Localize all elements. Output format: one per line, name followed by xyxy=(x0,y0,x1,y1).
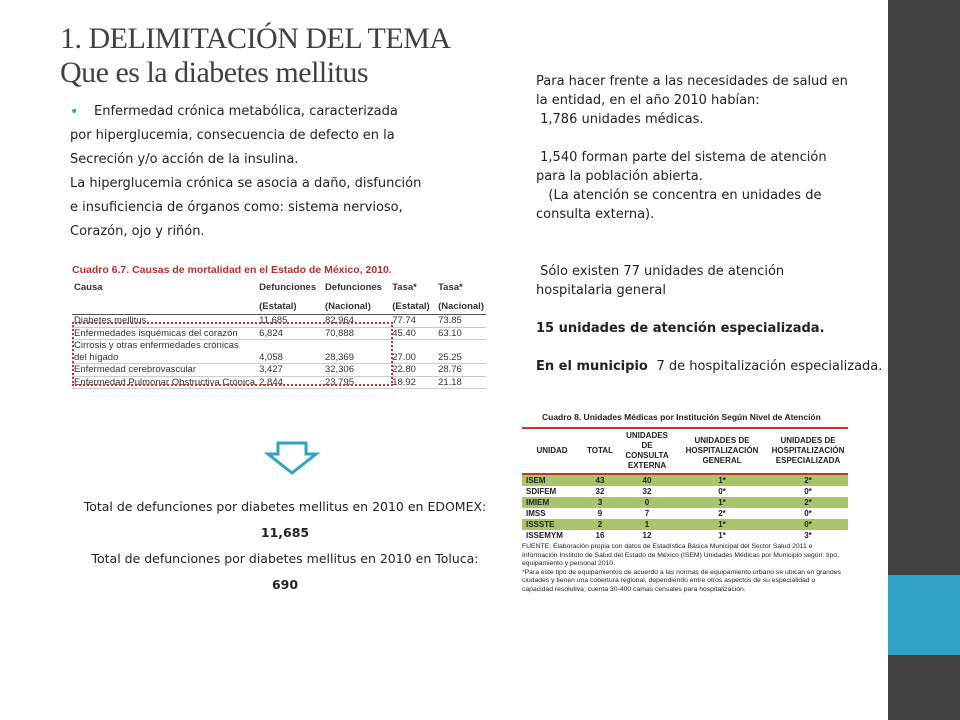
column-header: UNIDAD xyxy=(522,428,582,474)
column-header: Tasa* xyxy=(438,282,463,293)
cell-value: 43 xyxy=(582,474,618,486)
table-title: Cuadro 8. Unidades Médicas por Institución Según Nivel de Atención xyxy=(542,412,821,422)
paragraph: Sólo existen 77 unidades de atención hospitalaria general xyxy=(536,264,789,298)
title-line-2: Que es la diabetes mellitus xyxy=(60,56,369,89)
table-row xyxy=(522,519,848,530)
cell-value: 0* xyxy=(768,508,848,519)
slide-title xyxy=(60,22,520,90)
cell-unit: ISSSTE xyxy=(522,519,582,530)
totals-block xyxy=(60,494,510,598)
cell-value: 82,964 xyxy=(323,315,390,328)
table-row xyxy=(522,486,848,497)
column-header: Defunciones xyxy=(324,282,382,293)
table-title: Cuadro 6.7. Causas de mortalidad en el Estado de México, 2010. xyxy=(72,264,392,276)
definition-line: Secreción y/o acción de la insulina. xyxy=(70,152,299,167)
cell-value: 2 xyxy=(582,519,618,530)
paragraph: (La atención se concentra en unidades de consulta externa). xyxy=(536,188,826,222)
table-row xyxy=(72,364,486,377)
cell-value: 7 xyxy=(618,508,676,519)
cell-cause: Cirrosis y otras enfermedades crónicas xyxy=(74,340,239,352)
cell-cause: Enfermedades isquémicas del corazón xyxy=(72,327,257,340)
edomex-total-label: Total de defunciones por diabetes mellitus en 2010 en EDOMEX: xyxy=(83,499,487,514)
cell-value: 70,888 xyxy=(323,327,390,340)
cell-cause: Enfermedad cerebrovascular xyxy=(72,364,257,377)
cell-value: 0* xyxy=(768,519,848,530)
table-row xyxy=(522,530,848,541)
cell-value: 1* xyxy=(676,519,768,530)
column-header: Tasa* xyxy=(392,282,417,293)
cell-value: 32,306 xyxy=(323,364,390,377)
column-header: UNIDADES DE HOSPITALIZACIÓN GENERAL xyxy=(676,428,768,474)
bullet-icon: • xyxy=(70,104,79,120)
table-row xyxy=(522,474,848,486)
column-header: TOTAL xyxy=(582,428,618,474)
table-row xyxy=(72,376,486,389)
cell-value: 2* xyxy=(768,474,848,486)
cell-cause: del hígado xyxy=(72,352,257,364)
definition-line: e insuficiencia de órganos como: sistema nervioso, xyxy=(70,200,403,215)
table-row xyxy=(72,327,486,340)
cell-value: 0* xyxy=(676,486,768,497)
cell-value: 77.74 xyxy=(390,315,436,328)
column-subheader: (Nacional) xyxy=(436,298,486,315)
cell-value xyxy=(257,340,323,352)
cell-value: 32 xyxy=(582,486,618,497)
cell-cause: Enfermedad Pulmonar Obstructiva Crónica xyxy=(74,376,256,388)
medical-units-grid xyxy=(522,427,848,541)
definition-line: Corazón, ojo y riñón. xyxy=(70,224,205,239)
cell-value: 22.80 xyxy=(390,364,436,377)
health-units-text xyxy=(536,72,883,376)
cell-value: 4,058 xyxy=(257,352,323,364)
cell-value: 27.00 xyxy=(390,352,436,364)
cell-value: 1* xyxy=(676,530,768,541)
cell-value: 25.25 xyxy=(436,352,486,364)
mortality-table xyxy=(72,264,486,389)
cell-value: 12 xyxy=(618,530,676,541)
table-row xyxy=(72,315,486,328)
cell-value: 21.18 xyxy=(436,376,486,389)
column-header: Defunciones xyxy=(259,282,317,293)
table-row xyxy=(72,352,486,364)
definition-text xyxy=(70,100,490,244)
paragraph-bold: 15 unidades de atención especializada. xyxy=(536,321,825,336)
cell-value: 1* xyxy=(676,474,768,486)
column-subheader: (Estatal) xyxy=(390,298,436,315)
table-row xyxy=(522,497,848,508)
bullet-item xyxy=(70,100,490,124)
definition-line: por hiperglucemia, consecuencia de defecto en la xyxy=(70,128,395,143)
cell-value: 40 xyxy=(618,474,676,486)
toluca-total-value: 690 xyxy=(271,577,299,592)
paragraph: Para hacer frente a las necesidades de salud en la entidad, en el año 2010 habían: xyxy=(536,74,848,108)
edomex-total-value: 11,685 xyxy=(260,525,310,540)
paragraph-bold: En el municipio xyxy=(536,359,653,374)
cell-value: 16 xyxy=(582,530,618,541)
down-arrow-icon xyxy=(264,440,320,476)
cell-unit: ISEM xyxy=(522,474,582,486)
paragraph: 1,786 unidades médicas. xyxy=(536,112,704,127)
cell-value: 23,795 xyxy=(323,376,390,389)
column-subheader: (Estatal) xyxy=(257,298,323,315)
medical-units-table xyxy=(522,412,852,594)
column-header: UNIDADES DE CONSULTA EXTERNA xyxy=(618,428,676,474)
cell-value: 1* xyxy=(676,497,768,508)
cell-value: 63.10 xyxy=(436,327,486,340)
cell-cause: Diabetes mellitus xyxy=(72,315,257,328)
side-bar-accent xyxy=(888,575,960,655)
bullet-text: Enfermedad crónica metabólica, caracterizada xyxy=(94,104,398,119)
cell-value xyxy=(436,340,486,352)
cell-value xyxy=(323,340,390,352)
paragraph: 1,540 forman parte del sistema de atención para la población abierta. xyxy=(536,150,831,184)
paragraph-municipio xyxy=(536,357,883,376)
cell-value: 11,685 xyxy=(257,315,323,328)
cell-unit: IMIEM xyxy=(522,497,582,508)
footnote-note: *Para este tipo de equipamientos de acuerdo a las normas de equipamiento urbano se ubican en grandes ciudades y tienen una cobertura regional, dependiendo entre otros aspectos de su especialidad o capacidad resolutiva; cuenta 30-400 camas censales para hospitalización. xyxy=(522,568,841,593)
footnote-source: FUENTE: Elaboración propia con datos de Estadística Básica Municipal del Sector Salud 2011 e Información Instituto de Salud del Estado de México (ISEM) Unidades Médicas por Municipio según: tipo, equipamiento y personal 2010. xyxy=(522,543,839,567)
table-footnote xyxy=(522,543,848,594)
cell-value: 0 xyxy=(618,497,676,508)
column-subheader: (Nacional) xyxy=(323,298,390,315)
table-row xyxy=(522,508,848,519)
cell-unit: IMSS xyxy=(522,508,582,519)
cell-value: 45.40 xyxy=(390,327,436,340)
cell-unit: SDIFEM xyxy=(522,486,582,497)
cell-value: 73.85 xyxy=(436,315,486,328)
cell-value: 0* xyxy=(768,486,848,497)
cell-unit: ISSEMYM xyxy=(522,530,582,541)
cell-value: 28,369 xyxy=(323,352,390,364)
column-header: UNIDADES DE HOSPITALIZACIÓN ESPECIALIZADA xyxy=(768,428,848,474)
cell-value: 32 xyxy=(618,486,676,497)
column-subheader xyxy=(72,298,257,315)
cell-value: 28.76 xyxy=(436,364,486,377)
paragraph-rest: 7 de hospitalización especializada. xyxy=(652,359,883,374)
cell-value: 2* xyxy=(768,497,848,508)
cell-value: 1 xyxy=(618,519,676,530)
cell-value: 3* xyxy=(768,530,848,541)
cell-value: 3,427 xyxy=(257,364,323,377)
cell-value: 2,844 xyxy=(257,376,323,389)
mortality-table-grid xyxy=(72,282,486,389)
toluca-total-label: Total de defunciones por diabetes mellitus en 2010 en Toluca: xyxy=(91,551,479,566)
cell-value xyxy=(390,340,436,352)
cell-value: 3 xyxy=(582,497,618,508)
cell-value: 9 xyxy=(582,508,618,519)
definition-line: La hiperglucemia crónica se asocia a daño, disfunción xyxy=(70,176,422,191)
cell-value: 2* xyxy=(676,508,768,519)
cell-value: 6,824 xyxy=(257,327,323,340)
table-row xyxy=(72,340,486,352)
title-line-1: 1. DELIMITACIÓN DEL TEMA xyxy=(60,22,451,55)
column-header: Causa xyxy=(74,282,103,293)
cell-value: 18.92 xyxy=(390,376,436,389)
